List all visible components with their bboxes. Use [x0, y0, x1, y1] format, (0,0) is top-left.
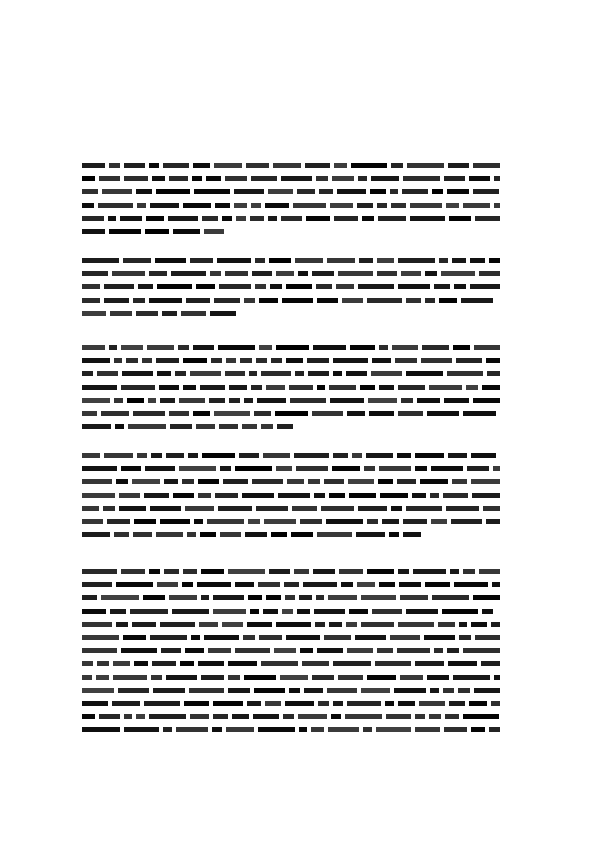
text-line [82, 645, 500, 658]
text-line [82, 281, 500, 294]
text-line [82, 566, 500, 579]
text-line [82, 173, 500, 186]
text-line [82, 226, 500, 239]
text-line [82, 516, 500, 529]
text-line [82, 658, 500, 671]
text-line [82, 490, 500, 503]
text-line [82, 295, 500, 308]
text-line [82, 368, 500, 381]
text-line [82, 186, 500, 199]
text-line [82, 592, 500, 605]
paragraph [82, 450, 500, 542]
text-line [82, 724, 500, 737]
text-line [82, 529, 500, 542]
text-line [82, 503, 500, 516]
text-line [82, 632, 500, 645]
text-line [82, 450, 500, 463]
paragraph [82, 342, 500, 434]
paragraph [82, 566, 500, 737]
text-line [82, 200, 500, 213]
text-line [82, 408, 500, 421]
text-line [82, 463, 500, 476]
text-line [82, 255, 500, 268]
text-line [82, 342, 500, 355]
text-line [82, 672, 500, 685]
text-line [82, 476, 500, 489]
text-line [82, 355, 500, 368]
text-line [82, 395, 500, 408]
text-line [82, 579, 500, 592]
paragraph [82, 255, 500, 321]
text-line [82, 213, 500, 226]
paragraph [82, 160, 500, 239]
text-line [82, 382, 500, 395]
text-line [82, 268, 500, 281]
text-line [82, 421, 500, 434]
text-line [82, 160, 500, 173]
text-line [82, 308, 500, 321]
text-line [82, 711, 500, 724]
text-line [82, 685, 500, 698]
text-line [82, 606, 500, 619]
text-line [82, 619, 500, 632]
text-line [82, 698, 500, 711]
